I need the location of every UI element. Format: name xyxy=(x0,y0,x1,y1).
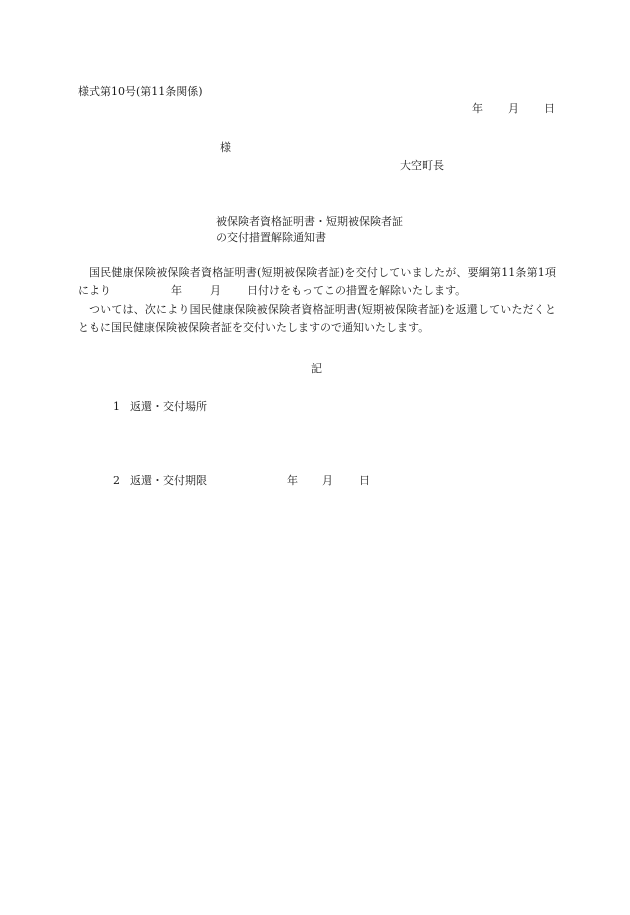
issue-date-year-label: 年 xyxy=(472,102,483,115)
document-title-line1: 被保険者資格証明書・短期被保険者証 xyxy=(216,215,403,228)
item-label: 返還・交付場所 xyxy=(130,400,207,413)
ki-heading: 記 xyxy=(311,362,322,375)
issue-date-month-label: 月 xyxy=(508,102,519,115)
item-number: 2 xyxy=(113,474,120,487)
deadline-month-label: 月 xyxy=(322,474,333,487)
deadline-day-label: 日 xyxy=(359,474,370,487)
body-paragraph-1-month-label: 月 xyxy=(210,284,221,297)
document-title-line2: の交付措置解除通知書 xyxy=(216,231,326,244)
item-number: 1 xyxy=(113,400,120,413)
item-label: 返還・交付期限 xyxy=(130,474,207,487)
body-paragraph-1-text-a: 国民健康保険被保険者資格証明書(短期被保険者証)を交付していましたが、要綱第11条第1項により xyxy=(78,266,556,297)
form-reference: 様式第10号(第11条関係) xyxy=(78,85,203,98)
body-paragraph-1 xyxy=(78,264,556,300)
deadline-year-label: 年 xyxy=(287,474,298,487)
body-paragraph-2: ついては、次により国民健康保険被保険者資格証明書(短期被保険者証)を返還していただくとともに国民健康保険被保険者証を交付いたしますので通知いたします。 xyxy=(78,303,556,334)
addressee-suffix: 様 xyxy=(220,141,231,154)
issue-date-day-label: 日 xyxy=(544,102,555,115)
body-paragraph-1-text-b: 日付けをもってこの措置を解除いたします。 xyxy=(247,284,467,297)
issuer-name: 大空町長 xyxy=(400,159,444,172)
body-paragraph-1-year-label: 年 xyxy=(171,284,182,297)
